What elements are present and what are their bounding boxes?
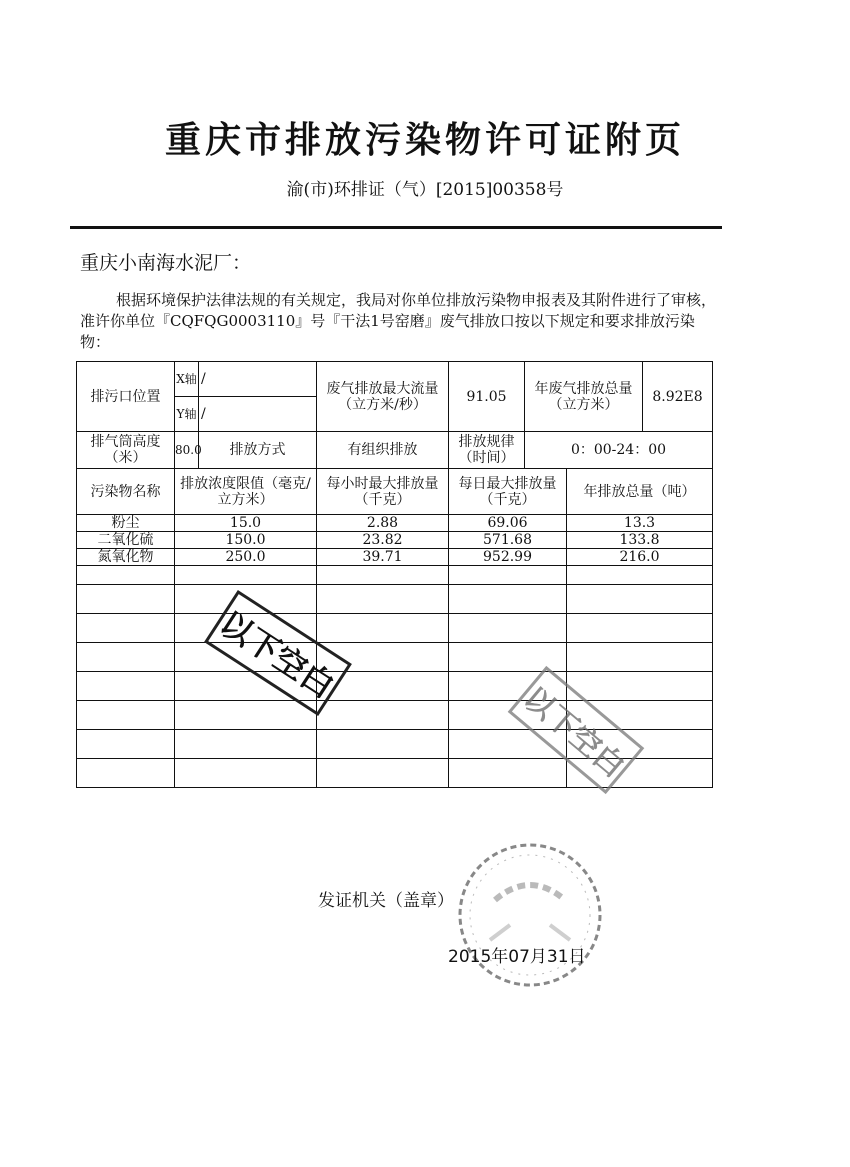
empty-cell bbox=[567, 643, 713, 672]
empty-cell bbox=[175, 759, 317, 788]
col-header-pollutant: 污染物名称 bbox=[77, 469, 175, 515]
concentration-limit: 150.0 bbox=[175, 532, 317, 549]
empty-cell bbox=[567, 585, 713, 614]
annual-total: 216.0 bbox=[567, 549, 713, 566]
col-header-concentration: 排放浓度限值（毫克/立方米） bbox=[175, 469, 317, 515]
method-label: 排放方式 bbox=[199, 432, 317, 469]
schedule-label: 排放规律（时间） bbox=[449, 432, 525, 469]
empty-cell bbox=[77, 759, 175, 788]
hourly-max: 2.88 bbox=[317, 515, 449, 532]
outlet-position-label: 排污口位置 bbox=[77, 362, 175, 432]
empty-cell bbox=[449, 566, 567, 585]
empty-cell bbox=[449, 759, 567, 788]
official-seal-icon bbox=[455, 840, 605, 990]
empty-cell bbox=[317, 701, 449, 730]
stack-height-label: 排气筒高度（米） bbox=[77, 432, 175, 469]
empty-cell bbox=[77, 701, 175, 730]
addressee: 重庆小南海水泥厂： bbox=[80, 252, 252, 274]
concentration-limit: 250.0 bbox=[175, 549, 317, 566]
empty-cell bbox=[77, 585, 175, 614]
col-header-daily: 每日最大排放量（千克） bbox=[449, 469, 567, 515]
daily-max: 952.99 bbox=[449, 549, 567, 566]
page-title: 重庆市排放污染物许可证附页 bbox=[164, 120, 685, 161]
empty-cell bbox=[175, 701, 317, 730]
empty-cell bbox=[77, 730, 175, 759]
annual-total: 133.8 bbox=[567, 532, 713, 549]
empty-cell bbox=[449, 614, 567, 643]
empty-cell bbox=[317, 759, 449, 788]
empty-cell bbox=[77, 643, 175, 672]
empty-cell bbox=[567, 672, 713, 701]
annual-total-value: 8.92E8 bbox=[643, 362, 713, 432]
daily-max: 571.68 bbox=[449, 532, 567, 549]
blank-below-stamp: 以下空白 bbox=[204, 590, 352, 716]
empty-cell bbox=[449, 585, 567, 614]
concentration-limit: 15.0 bbox=[175, 515, 317, 532]
y-axis-label: Y轴 bbox=[175, 397, 199, 432]
pollutant-name: 粉尘 bbox=[77, 515, 175, 532]
body-paragraph: 根据环境保护法律法规的有关规定，我局对你单位排放污染物申报表及其附件进行了审核，准许你单位『CQFQG0003110』号『干法1号窑磨』废气排放口按以下规定和要求排放污染物： bbox=[80, 291, 717, 351]
hourly-max: 39.71 bbox=[317, 549, 449, 566]
empty-cell bbox=[317, 730, 449, 759]
y-axis-value: / bbox=[199, 397, 317, 432]
table-row bbox=[77, 549, 713, 566]
table-row bbox=[77, 515, 713, 532]
empty-cell bbox=[317, 614, 449, 643]
empty-cell bbox=[77, 614, 175, 643]
x-axis-value: / bbox=[199, 362, 317, 397]
empty-cell bbox=[317, 585, 449, 614]
issue-date: 2015年07月31日 bbox=[448, 947, 586, 967]
annual-total: 13.3 bbox=[567, 515, 713, 532]
method-value: 有组织排放 bbox=[317, 432, 449, 469]
schedule-value: 0：00-24：00 bbox=[525, 432, 713, 469]
empty-cell bbox=[567, 566, 713, 585]
empty-cell bbox=[175, 730, 317, 759]
stack-height-value: 80.0 bbox=[175, 432, 199, 469]
permit-number: 渝(市)环排证（气）[2015]00358号 bbox=[286, 180, 564, 200]
permit-table bbox=[76, 361, 713, 788]
max-flow-value: 91.05 bbox=[449, 362, 525, 432]
issuer-label: 发证机关（盖章） bbox=[318, 891, 454, 911]
empty-cell bbox=[77, 672, 175, 701]
daily-max: 69.06 bbox=[449, 515, 567, 532]
annual-total-label: 年废气排放总量（立方米） bbox=[525, 362, 643, 432]
col-header-annual: 年排放总量（吨） bbox=[567, 469, 713, 515]
x-axis-label: X轴 bbox=[175, 362, 199, 397]
max-flow-label: 废气排放最大流量（立方米/秒） bbox=[317, 362, 449, 432]
header-divider bbox=[70, 226, 722, 229]
table-row bbox=[77, 532, 713, 549]
pollutant-name: 二氧化硫 bbox=[77, 532, 175, 549]
blank-below-stamp-faded: 以下空白 bbox=[508, 666, 645, 794]
empty-cell bbox=[175, 566, 317, 585]
col-header-hourly: 每小时最大排放量（千克） bbox=[317, 469, 449, 515]
pollutant-name: 氮氧化物 bbox=[77, 549, 175, 566]
empty-cell bbox=[567, 614, 713, 643]
empty-cell bbox=[77, 566, 175, 585]
empty-cell bbox=[317, 566, 449, 585]
hourly-max: 23.82 bbox=[317, 532, 449, 549]
